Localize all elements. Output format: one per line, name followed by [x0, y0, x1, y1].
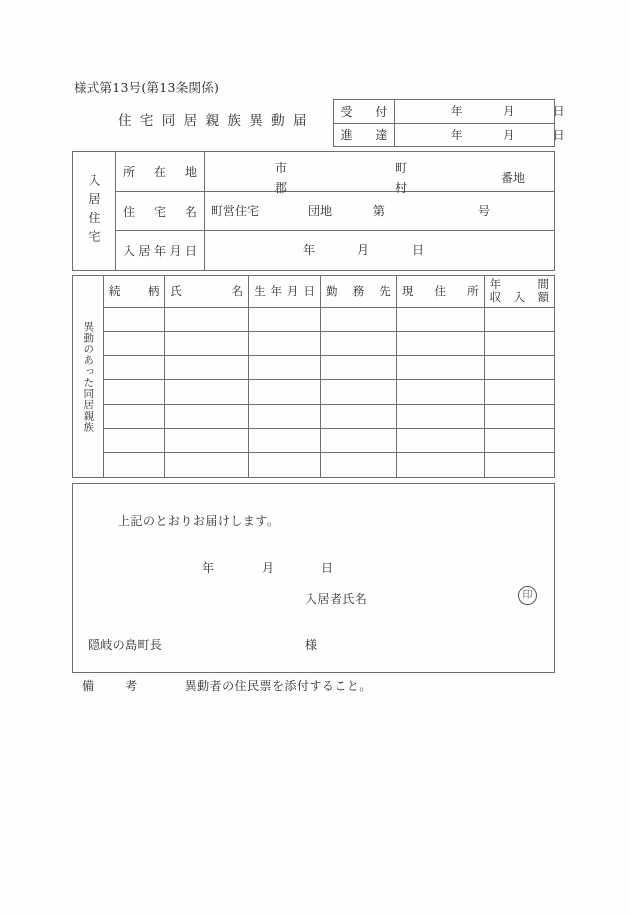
receipt-date-uketsuke[interactable]: [395, 100, 565, 123]
receipt-month-uketsuke: 月: [503, 104, 515, 119]
table-cell[interactable]: [396, 307, 484, 331]
location-shi: 市: [275, 161, 288, 175]
table-cell[interactable]: [320, 356, 396, 380]
dwelling-row-house-name: [116, 191, 554, 231]
table-cell[interactable]: [320, 453, 396, 477]
col-header-workplace: 勤 務 先: [320, 276, 396, 307]
table-cell[interactable]: [320, 307, 396, 331]
table-cell[interactable]: [165, 453, 249, 477]
house-name-danchi: 団地: [308, 203, 333, 218]
receipt-box: [333, 99, 565, 147]
table-cell[interactable]: [396, 356, 484, 380]
field-house-name[interactable]: [205, 192, 554, 231]
table-cell[interactable]: [165, 428, 249, 452]
table-header-row: [104, 276, 554, 307]
dwelling-side-label: 入居住宅: [73, 152, 116, 270]
receipt-date-shintatsu[interactable]: [395, 124, 565, 147]
relatives-table-block: [72, 275, 555, 478]
table-cell[interactable]: [249, 404, 321, 428]
table-cell[interactable]: [484, 453, 554, 477]
table-cell[interactable]: [396, 331, 484, 355]
location-banchi: 番地: [501, 171, 526, 185]
receipt-year-shintatsu: 年: [451, 127, 463, 142]
table-cell[interactable]: [249, 453, 321, 477]
table-cell[interactable]: [104, 380, 165, 404]
table-cell[interactable]: [396, 428, 484, 452]
seal-stamp-icon: 印: [518, 586, 537, 605]
label-house-name: 住 宅 名: [116, 192, 205, 231]
table-cell[interactable]: [249, 356, 321, 380]
house-name-prefix: 町営住宅: [211, 203, 260, 218]
table-cell[interactable]: [320, 331, 396, 355]
receipt-day-shintatsu: 日: [553, 127, 565, 142]
field-move-in-date[interactable]: [205, 231, 554, 270]
table-cell[interactable]: [484, 380, 554, 404]
table-cell[interactable]: [320, 404, 396, 428]
declaration-year: 年: [202, 561, 215, 575]
table-cell[interactable]: [104, 356, 165, 380]
table-cell[interactable]: [484, 356, 554, 380]
dwelling-row-move-in-date: [116, 230, 554, 270]
table-cell[interactable]: [165, 331, 249, 355]
receipt-row-shintatsu: [334, 123, 565, 147]
table-cell[interactable]: [484, 428, 554, 452]
table-row: [104, 453, 554, 477]
table-cell[interactable]: [249, 331, 321, 355]
move-in-month: 月: [357, 243, 370, 258]
declaration-day: 日: [321, 561, 334, 575]
table-row: [104, 380, 554, 404]
footer-note-body: 異動者の住民票を添付すること。: [184, 679, 372, 693]
declaration-statement: 上記のとおりお届けします。: [118, 514, 280, 528]
table-cell[interactable]: [396, 380, 484, 404]
table-cell[interactable]: [104, 453, 165, 477]
receipt-row-uketsuke: [334, 100, 565, 123]
col-header-relationship: 続 柄: [104, 276, 165, 307]
table-cell[interactable]: [320, 380, 396, 404]
location-cho: 町: [395, 161, 408, 175]
table-cell[interactable]: [396, 453, 484, 477]
move-in-year: 年: [303, 243, 316, 258]
col-header-name: 氏 名: [165, 276, 249, 307]
table-cell[interactable]: [484, 307, 554, 331]
table-cell[interactable]: [320, 428, 396, 452]
form-code: 様式第13号(第13条関係): [74, 80, 220, 95]
receipt-day-uketsuke: 日: [553, 104, 565, 119]
receipt-label-shintatsu: 進 達: [334, 124, 395, 147]
addressee-honorific: 様: [305, 638, 318, 652]
field-location[interactable]: [205, 152, 554, 195]
house-name-dai: 第: [373, 203, 386, 218]
receipt-year-uketsuke: 年: [451, 104, 463, 119]
col-header-current-address: 現 住 所: [396, 276, 484, 307]
house-name-go: 号: [478, 203, 491, 218]
relatives-table: [104, 276, 554, 477]
table-cell[interactable]: [165, 404, 249, 428]
table-cell[interactable]: [249, 428, 321, 452]
footer-note-label: 備 考: [82, 679, 147, 693]
table-cell[interactable]: [396, 404, 484, 428]
table-row: [104, 331, 554, 355]
table-row: [104, 307, 554, 331]
declaration-month: 月: [262, 561, 275, 575]
label-move-in-date: 入 居 年 月 日: [116, 231, 205, 270]
label-location: 所 在 地: [116, 152, 205, 191]
table-cell[interactable]: [484, 404, 554, 428]
footer-note: [82, 677, 372, 694]
addressee-label: 隠岐の島町長: [88, 638, 163, 652]
table-cell[interactable]: [104, 307, 165, 331]
table-cell[interactable]: [104, 404, 165, 428]
location-gun: 郡: [275, 181, 288, 195]
receipt-month-shintatsu: 月: [503, 127, 515, 142]
dwelling-info-block: [72, 151, 555, 271]
col-header-annual-income: 年 間 収 入 額: [484, 276, 554, 307]
applicant-name-label: 入居者氏名: [305, 592, 368, 606]
table-cell[interactable]: [165, 380, 249, 404]
location-son: 村: [395, 181, 408, 195]
table-row: [104, 404, 554, 428]
table-row: [104, 356, 554, 380]
page-title: 住宅同居親族異動届: [118, 113, 315, 129]
table-cell[interactable]: [165, 307, 249, 331]
dwelling-row-location: [116, 152, 554, 195]
relatives-side-label: 異動のあった同居親族: [73, 276, 104, 477]
col-header-birthdate: 生 年 月 日: [249, 276, 321, 307]
table-cell[interactable]: [165, 356, 249, 380]
table-cell[interactable]: [249, 307, 321, 331]
receipt-label-uketsuke: 受 付: [334, 100, 395, 123]
move-in-day: 日: [412, 243, 425, 258]
table-cell[interactable]: [484, 331, 554, 355]
table-cell[interactable]: [104, 428, 165, 452]
table-cell[interactable]: [249, 380, 321, 404]
table-row: [104, 428, 554, 452]
table-cell[interactable]: [104, 331, 165, 355]
